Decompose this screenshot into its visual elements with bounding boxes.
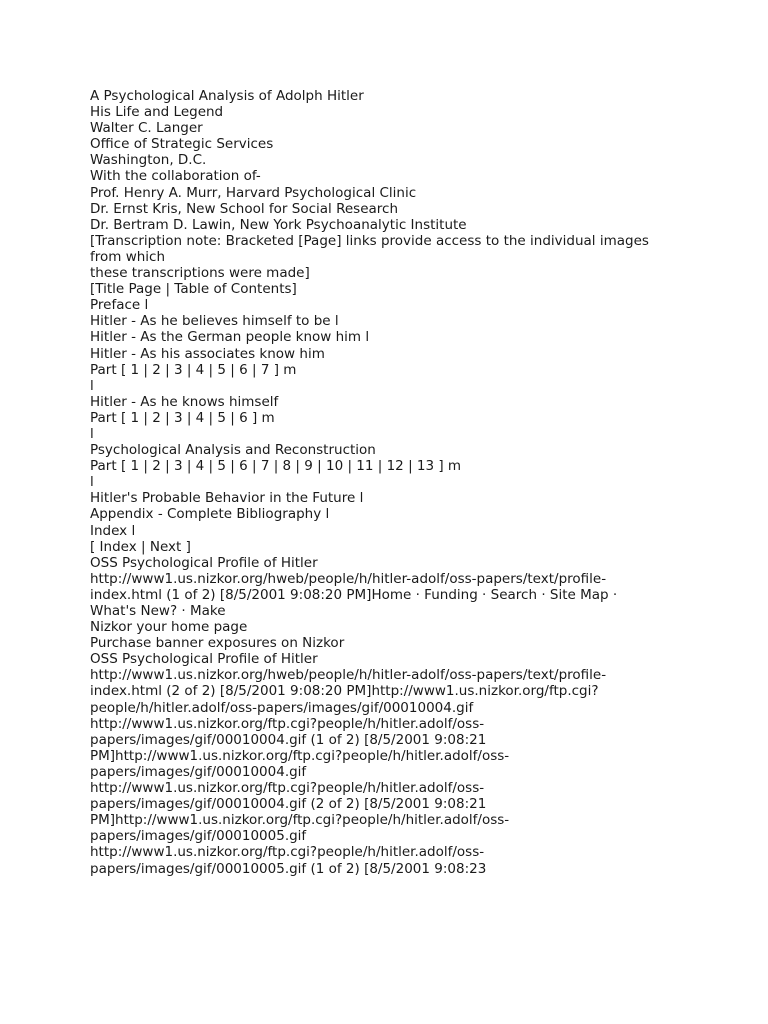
page-footer-url: PM]http://www1.us.nizkor.org/ftp.cgi?people/h/hitler.adolf/oss- xyxy=(90,747,510,764)
toc-item: Hitler - As he knows himself xyxy=(90,393,279,410)
doc-subtitle: His Life and Legend xyxy=(90,104,224,121)
doc-author: Walter C. Langer xyxy=(90,120,203,137)
doc-collaborator: Dr. Bertram D. Lawin, New York Psychoanalytic Institute xyxy=(90,216,467,233)
doc-collaborator: Dr. Ernst Kris, New School for Social Research xyxy=(90,200,399,217)
toc-item: Hitler - As his associates know him xyxy=(90,345,325,362)
document-page xyxy=(90,88,650,877)
toc-parts-line: Part [ 1 | 2 | 3 | 4 | 5 | 6 ] m xyxy=(90,409,275,426)
page-footer-url: people/h/hitler.adolf/oss-papers/images/gif/00010004.gif xyxy=(90,699,474,716)
toc-item: Hitler's Probable Behavior in the Future l xyxy=(90,490,364,507)
toc-item: Index l xyxy=(90,522,136,539)
page-footer-url: papers/images/gif/00010004.gif (2 of 2) [8/5/2001 9:08:21 xyxy=(90,796,487,813)
page-footer-url: http://www1.us.nizkor.org/hweb/people/h/hitler-adolf/oss-papers/text/profile- xyxy=(90,667,607,684)
toc-parts-line: Part [ 1 | 2 | 3 | 4 | 5 | 6 | 7 | 8 | 9 | 10 | 11 | 12 | 13 ] m xyxy=(90,458,462,475)
doc-collaborator: Prof. Henry A. Murr, Harvard Psychological Clinic xyxy=(90,184,417,201)
transcription-note: from which xyxy=(90,248,166,265)
page-footer-url: papers/images/gif/00010004.gif (1 of 2) [8/5/2001 9:08:21 xyxy=(90,731,487,748)
toc-parts-line: Part [ 1 | 2 | 3 | 4 | 5 | 6 | 7 ] m xyxy=(90,361,297,378)
doc-location: Washington, D.C. xyxy=(90,152,207,169)
toc-marker: l xyxy=(90,474,94,491)
doc-organization: Office of Strategic Services xyxy=(90,136,274,153)
page-footer-url: papers/images/gif/00010005.gif xyxy=(90,828,307,845)
doc-collaboration-heading: With the collaboration of- xyxy=(90,168,261,185)
doc-title: A Psychological Analysis of Adolph Hitler xyxy=(90,88,364,104)
toc-nav-line: [Title Page | Table of Contents] xyxy=(90,281,297,298)
page-footer-title: OSS Psychological Profile of Hitler xyxy=(90,554,318,571)
page-footer-url: What's New? · Make xyxy=(90,603,226,619)
toc-marker: l xyxy=(90,377,94,394)
page-footer-url: index.html (1 of 2) [8/5/2001 9:08:20 PM]Home · Funding · Search · Site Map · xyxy=(90,586,618,603)
toc-item: Psychological Analysis and Reconstruction xyxy=(90,442,376,459)
page-footer-url: papers/images/gif/00010005.gif (1 of 2) [8/5/2001 9:08:23 xyxy=(90,860,487,877)
toc-item: Preface l xyxy=(90,297,149,314)
page-footer-text: Purchase banner exposures on Nizkor xyxy=(90,635,345,652)
page-footer-text: Nizkor your home page xyxy=(90,619,248,636)
toc-marker: l xyxy=(90,425,94,442)
page-footer-url: PM]http://www1.us.nizkor.org/ftp.cgi?people/h/hitler.adolf/oss- xyxy=(90,812,510,829)
page-footer-url: http://www1.us.nizkor.org/ftp.cgi?people/h/hitler.adolf/oss- xyxy=(90,715,485,732)
page-footer-url: http://www1.us.nizkor.org/ftp.cgi?people/h/hitler.adolf/oss- xyxy=(90,844,485,861)
page-footer-url: http://www1.us.nizkor.org/ftp.cgi?people/h/hitler.adolf/oss- xyxy=(90,780,485,797)
toc-item: Hitler - As the German people know him l xyxy=(90,329,370,346)
transcription-note: these transcriptions were made] xyxy=(90,265,310,282)
page-footer-url: http://www1.us.nizkor.org/hweb/people/h/hitler-adolf/oss-papers/text/profile- xyxy=(90,570,607,587)
page-footer-title: OSS Psychological Profile of Hitler xyxy=(90,651,318,668)
toc-item: Hitler - As he believes himself to be l xyxy=(90,313,339,330)
page-footer-url: papers/images/gif/00010004.gif xyxy=(90,763,307,780)
index-nav-line: [ Index | Next ] xyxy=(90,538,191,555)
toc-item: Appendix - Complete Bibliography l xyxy=(90,506,330,523)
page-footer-url: index.html (2 of 2) [8/5/2001 9:08:20 PM]http://www1.us.nizkor.org/ftp.cgi? xyxy=(90,683,599,700)
transcription-note: [Transcription note: Bracketed [Page] links provide access to the individual images xyxy=(90,232,649,249)
